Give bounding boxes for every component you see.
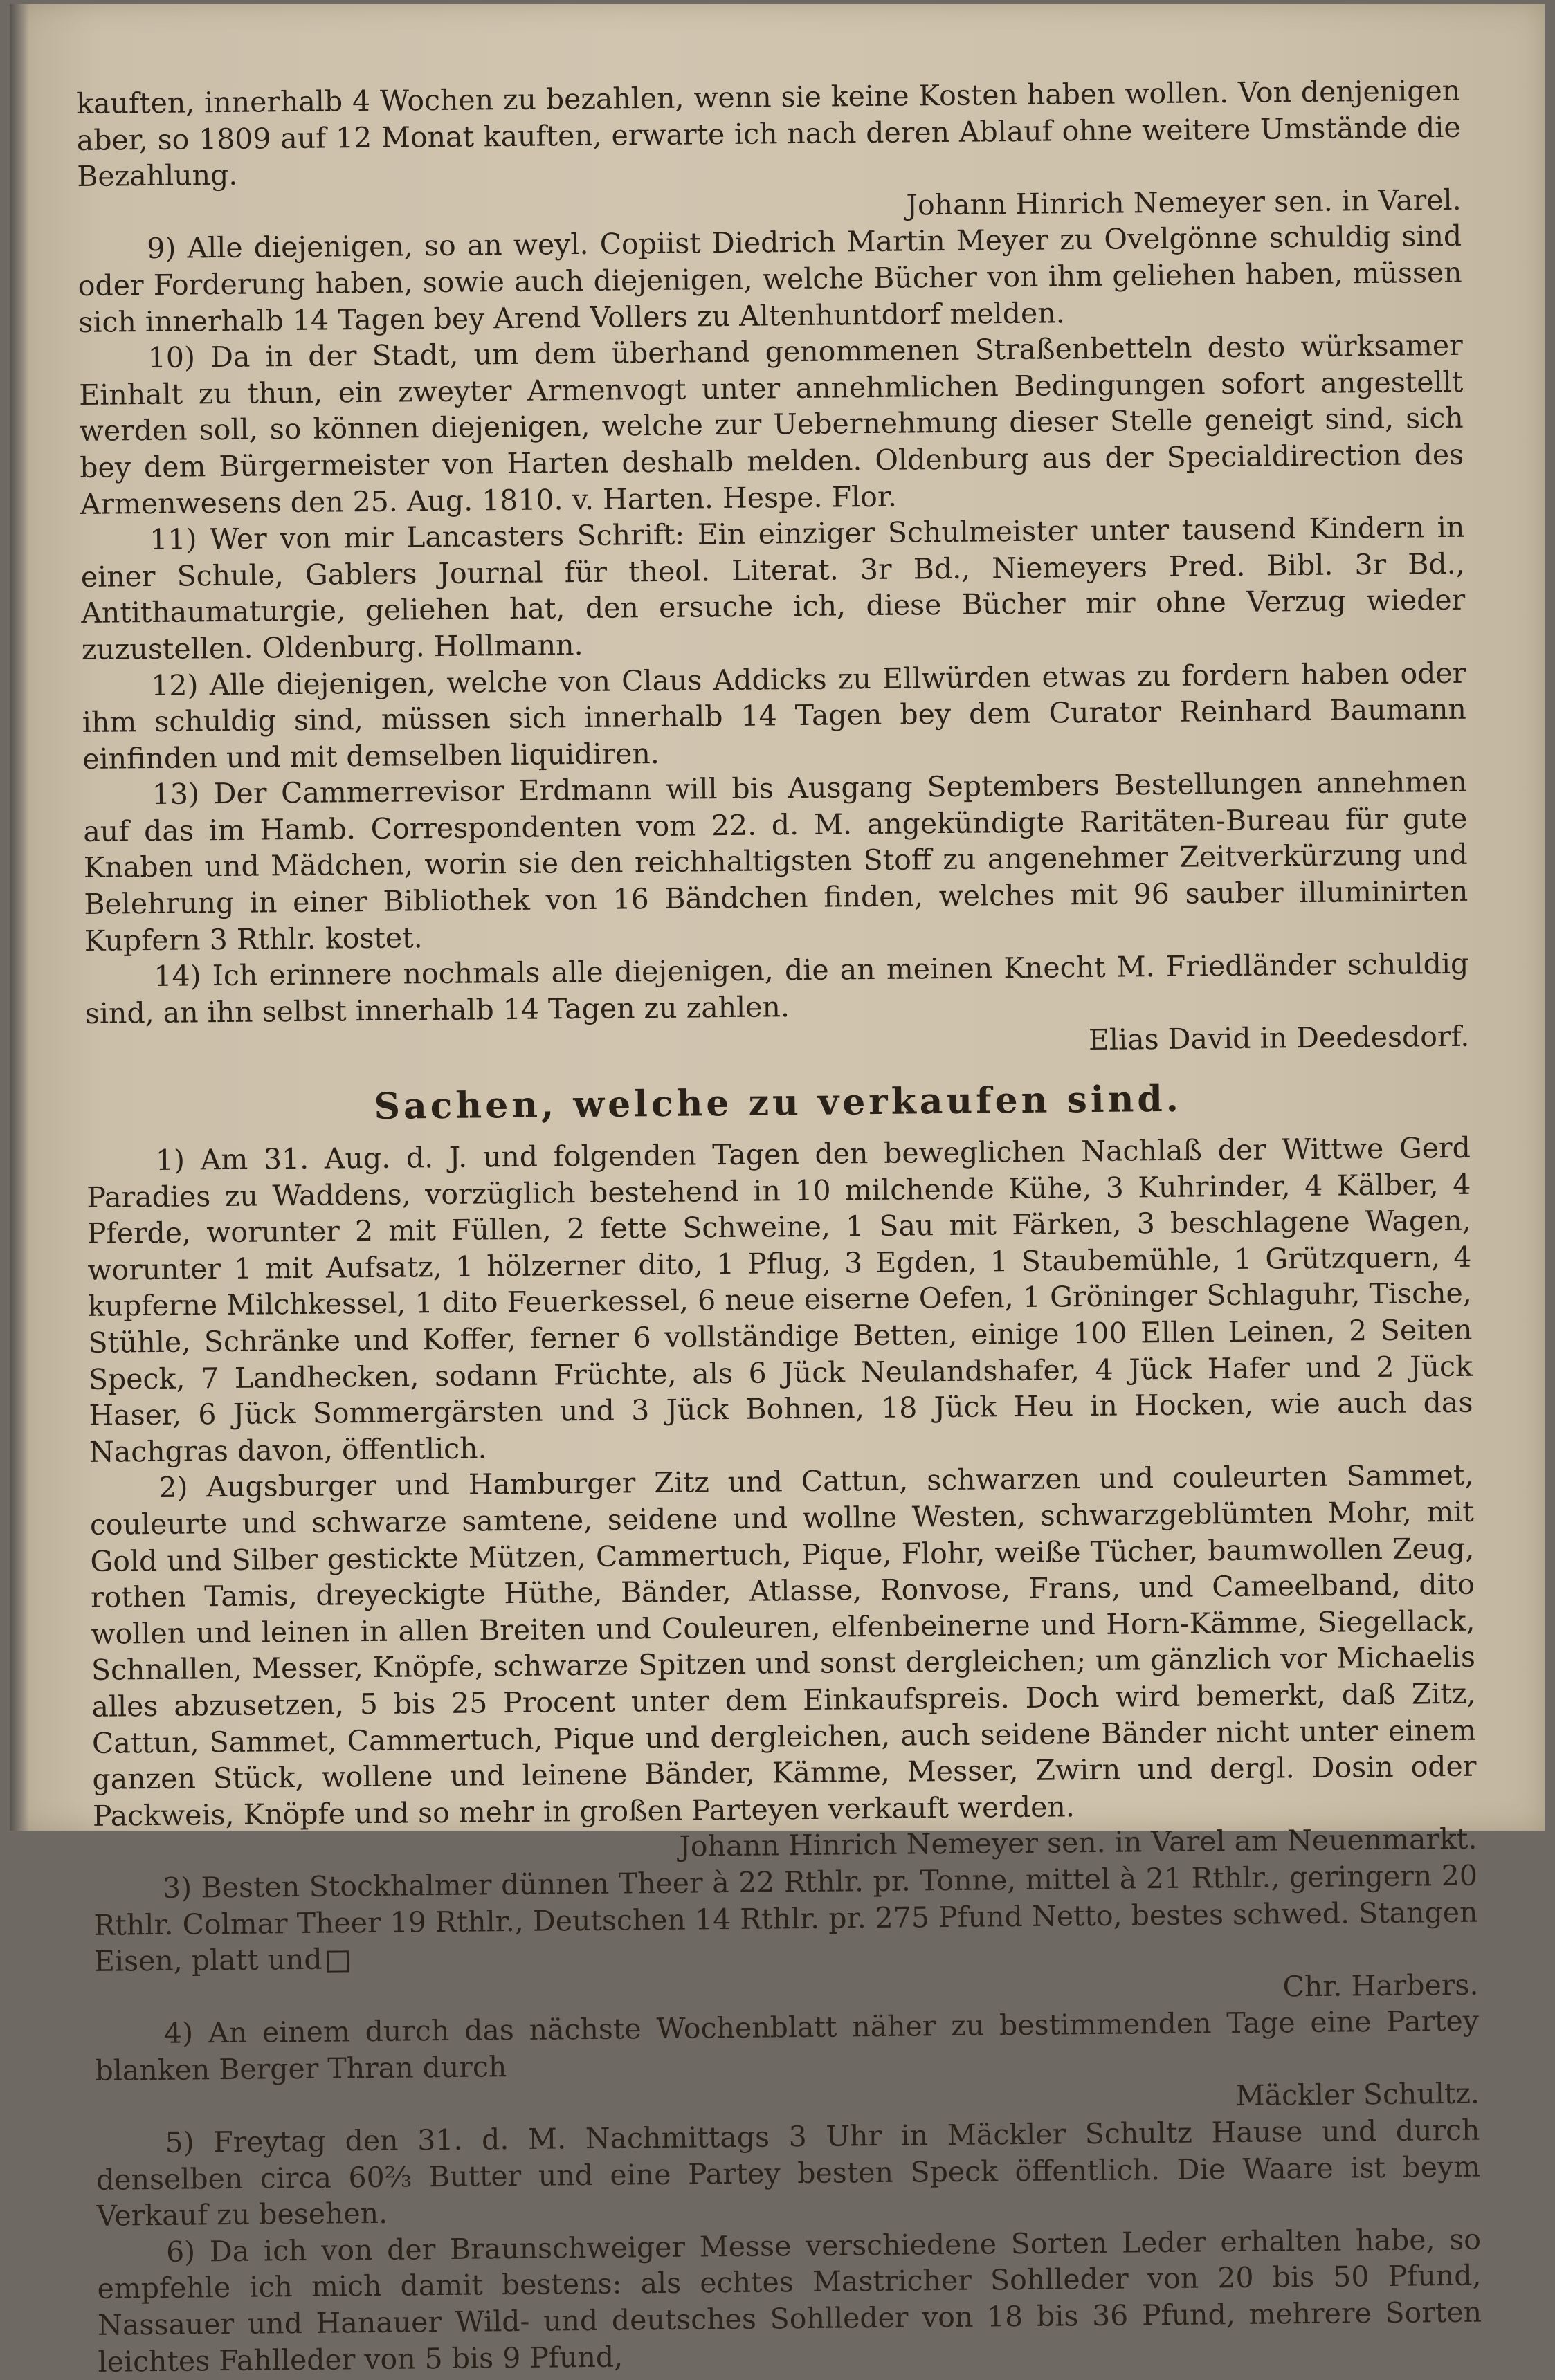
header-signature: Johann Hinrich Nemeyer sen. in Varel. (906, 183, 1462, 222)
sale-3-text: 3) Besten Stockhalmer dünnen Theer à 22 Rthlr. pr. Tonne, mittel à 21 Rthlr., geringern 20 Rthlr. Colmar Theer 19 Rthlr., Deutschen 14 Rthlr. pr. 275 Pfund Netto, bestes schwed. Stangen Eisen, platt und (93, 1858, 1478, 1978)
sale-3-signature: Chr. Harbers. (1282, 1968, 1479, 2004)
sale-2-signature: Johann Hinrich Nemeyer sen. in Varel am Neuenmarkt. (679, 1822, 1477, 1864)
notice-12: 12) Alle diejenigen, welche von Claus Addicks zu Ellwürden etwas zu fordern haben oder ihm schuldig sind, müssen sich innerhalb 14 Tagen bey dem Curator Reinhard Baumann einfinden und mit demselben liquidiren. (82, 656, 1466, 776)
notice-11: 11) Wer von mir Lancasters Schrift: Ein einziger Schulmeister unter tausend Kindern in einer Schule, Gablers Journal für theol. Literat. 3r Bd., Niemeyers Pred. Bibl. 3r Bd., Antithaumaturgie, geliehen hat, den ersuche ich, diese Bücher mir ohne Verzug wieder zuzustellen. Oldenburg. Hollmann. (80, 510, 1466, 666)
section-title: Sachen, welche zu verkaufen sind. (374, 1077, 1183, 1128)
notice-9: 9) Alle diejenigen, so an weyl. Copiist Diedrich Martin Meyer zu Ovelgönne schuldig sind oder Forderung haben, sowie auch diejenigen, welche Bücher von ihm geliehen haben, müssen sich innerhalb 14 Tagen bey Arend Vollers zu Altenhuntdorf melden. (78, 219, 1462, 339)
newspaper-page (10, 4, 1545, 2379)
sale-5: 5) Freytag den 31. d. M. Nachmittags 3 Uhr in Mäckler Schultz Hause und durch denselben circa 60⅔ Butter und eine Partey besten Speck öffentlich. Die Waare ist beym Verkauf zu besehen. (96, 2113, 1481, 2233)
sale-4-signature: Mäckler Schultz. (1235, 2077, 1480, 2113)
page-text-block (76, 73, 1482, 2380)
notice-13: 13) Der Cammerrevisor Erdmann will bis Ausgang Septembers Bestellungen annehmen auf das im Hamb. Correspondenten vom 22. d. M. angekündigte Raritäten-Bureau für gute Knaben und Mädchen, worin sie den reichhaltigsten Stoff zu angenehmer Zeitverkürzung und Belehrung in einer Bibliothek von 16 Bändchen finden, welches mit 96 sauber illuminirten Kupfern 3 Rthlr. kostet. (83, 765, 1468, 958)
header-paragraph: kauften, innerhalb 4 Wochen zu bezahlen, wenn sie keine Kosten haben wollen. Von denjenigen aber, so 1809 auf 12 Monat kauften, erwarte ich nach deren Ablauf ohne weitere Umstände die Bezahlung. (76, 73, 1461, 194)
sale-2: 2) Augsburger und Hamburger Zitz und Cattun, schwarzen und couleurten Sammet, couleurte und schwarze samtene, seidene und wollne Westen, schwarzgeblümten Mohr, mit Gold und Silber gestickte Mützen, Cammertuch, Pique, Flohr, weiße Tücher, baumwollen Zeug, rothen Tamis, dreyeckigte Hüthe, Bänder, Atlasse, Ronvose, Frans, und Cameelband, dito wollen und leinen in allen Breiten und Couleuren, elfenbeinerne und Horn-Kämme, Siegellack, Schnallen, Messer, Knöpfe, schwarze Spitzen und sonst dergleichen; um gänzlich vor Michaelis alles abzusetzen, 5 bis 25 Procent unter dem Einkaufspreis. Doch wird bemerkt, daß Zitz, Cattun, Sammet, Cammertuch, Pique und dergleichen, auch seidene Bänder nicht unter einem ganzen Stück, wollene und leinene Bänder, Kämme, Messer, Zwirn und dergl. Dosin oder Packweis, Knöpfe und so mehr in großen Parteyen verkauft werden. (89, 1458, 1477, 1833)
notice-10: 10) Da in der Stadt, um dem überhand genommenen Straßenbetteln desto würksamer Einhalt zu thun, ein zweyter Armenvogt unter annehmlichen Bedingungen sofort angestellt werden soll, so können diejenigen, welche zur Uebernehmung dieser Stelle geneigt sind, sich bey dem Bürgermeister von Harten deshalb melden. Oldenburg aus der Specialdirection des Armenwesens den 25. Aug. 1810. v. Harten. Hespe. Flor. (79, 328, 1464, 521)
sale-3 (93, 1858, 1478, 1980)
square-symbol-icon (327, 1950, 349, 1972)
sale-4: 4) An einem durch das nächste Wochenblatt näher zu bestimmenden Tage eine Partey blanken Berger Thran durch (95, 2004, 1480, 2087)
notice-14-signature: Elias David in Deedesdorf. (1088, 1020, 1470, 1057)
notice-14: 14) Ich erinnere nochmals alle diejenigen, die an meinen Knecht M. Friedländer schuldig sind, an ihn selbst innerhalb 14 Tagen zu zahlen. (84, 946, 1469, 1030)
page-binding-shadow (10, 4, 29, 1831)
sale-6: 6) Da ich von der Braunschweiger Messe verschiedene Sorten Leder erhalten habe, so empfehle ich mich damit bestens: als echtes Mastricher Sohlleder von 20 bis 50 Pfund, Nassauer und Hanauer Wild- und deutsches Sohlleder von 18 bis 36 Pfund, mehrere Sorten leichtes Fahlleder von 5 bis 9 Pfund, (97, 2222, 1482, 2379)
sale-1: 1) Am 31. Aug. d. J. und folgenden Tagen den beweglichen Nachlaß der Wittwe Gerd Paradies zu Waddens, vorzüglich bestehend in 10 milchende Kühe, 3 Kuhrinder, 4 Kälber, 4 Pferde, worunter 2 mit Füllen, 2 fette Schweine, 1 Sau mit Färken, 3 beschlagene Wagen, worunter 1 mit Aufsatz, 1 hölzerner dito, 1 Pflug, 3 Egden, 1 Staubemühle, 1 Grützquern, 4 kupferne Milchkessel, 1 dito Feuerkessel, 6 neue eiserne Oefen, 1 Gröninger Schlaguhr, Tische, Stühle, Schränke und Koffer, ferner 6 vollständige Betten, einige 100 Ellen Leinen, 2 Seiten Speck, 7 Landhecken, sodann Früchte, als 6 Jück Neulandshafer, 4 Jück Hafer und 2 Jück Haser, 6 Jück Sommergärsten und 3 Jück Bohnen, 18 Jück Heu in Hocken, wie auch das Nachgras davon, öffentlich. (87, 1130, 1473, 1469)
